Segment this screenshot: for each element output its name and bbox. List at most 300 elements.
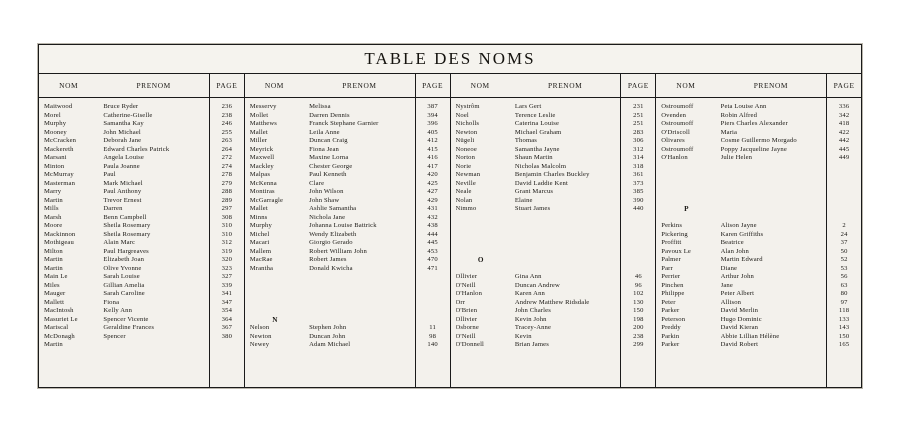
table-row: Franck Stephane Garnier xyxy=(309,120,379,128)
table-row: Pickering xyxy=(661,230,688,238)
table-row xyxy=(721,163,823,172)
table-row: 310 xyxy=(221,230,233,238)
table-row xyxy=(721,205,823,214)
table-row: Miles xyxy=(44,281,60,289)
table-row: Peta Louise Ann xyxy=(720,103,767,110)
table-row: McDonagh xyxy=(44,332,75,340)
table-row: McCracken xyxy=(44,137,77,145)
table-row: 140 xyxy=(427,341,438,349)
table-row xyxy=(625,239,651,248)
table-row: 415 xyxy=(427,145,438,153)
nom-column-4 xyxy=(656,98,715,388)
table-row: O'Hanlon xyxy=(661,154,688,162)
table-row xyxy=(515,256,617,265)
page-column-4 xyxy=(826,98,861,388)
table-row: Giorgio Gerado xyxy=(309,239,353,247)
table-row: Karen Ann xyxy=(514,290,545,298)
table-row: Ostroumoff xyxy=(661,103,694,110)
table-grid xyxy=(39,74,861,388)
table-row: Diane xyxy=(720,264,738,272)
table-row: 299 xyxy=(633,341,644,349)
table-row: Kevin John xyxy=(514,315,547,323)
nom-list-1 xyxy=(44,103,94,350)
table-row: Parker xyxy=(661,307,680,315)
table-row: Noel xyxy=(455,111,469,119)
table-row xyxy=(309,282,411,291)
table-row: Trevor Ernest xyxy=(103,196,142,204)
table-row: Benjamin Charles Buckley xyxy=(514,171,590,179)
table-row xyxy=(456,239,506,248)
table-row: Ostroumoff xyxy=(661,145,694,153)
table-row: Mauger xyxy=(44,290,66,298)
prenom-column-1 xyxy=(98,98,209,388)
nom-list-4 xyxy=(661,103,711,350)
table-row: 470 xyxy=(427,256,438,264)
table-row: Ashlie Samantha xyxy=(309,205,357,213)
table-row: MacIntosh xyxy=(44,307,74,315)
table-row xyxy=(456,222,506,231)
table-row: Melissa xyxy=(309,103,331,110)
table-row: 118 xyxy=(839,307,850,315)
table-row xyxy=(515,265,617,274)
table-row: Nicholas Malcolm xyxy=(514,162,567,170)
page-list-2 xyxy=(420,103,446,350)
table-row: 11 xyxy=(429,324,436,332)
document-title-band xyxy=(39,45,861,74)
table-row: Mallet xyxy=(249,128,268,136)
table-row: McGarragle xyxy=(249,196,284,204)
column-body-row-3 xyxy=(451,98,656,388)
table-row: Gina Ann xyxy=(514,273,542,281)
table-row xyxy=(250,290,300,299)
table-row xyxy=(420,316,446,325)
nom-list-3 xyxy=(456,103,506,350)
table-row: Newey xyxy=(249,341,270,349)
table-row: Wendy Elizabeth xyxy=(309,230,357,238)
table-row: Benn Campbell xyxy=(103,213,147,221)
table-row: 165 xyxy=(838,341,850,349)
table-row: 46 xyxy=(634,273,642,281)
table-row xyxy=(420,290,446,299)
table-row: O'Brien xyxy=(455,307,478,315)
table-row: Catherine-Giselle xyxy=(103,111,153,119)
prenom-column-4 xyxy=(716,98,827,388)
table-row xyxy=(721,214,823,223)
table-row: Nicholls xyxy=(455,120,480,128)
table-row: Darren Dennis xyxy=(309,111,350,119)
nom-column-3 xyxy=(451,98,510,388)
table-row: 238 xyxy=(633,332,644,340)
table-row: Mallet xyxy=(249,205,268,213)
table-row: David Kieran xyxy=(720,324,759,332)
table-row: 37 xyxy=(840,239,848,247)
table-row: Elaine xyxy=(514,196,533,204)
table-row xyxy=(831,197,857,206)
table-row: 396 xyxy=(427,120,438,128)
table-row: Stephen John xyxy=(309,324,347,332)
table-row: 283 xyxy=(633,128,644,136)
table-row: 310 xyxy=(221,222,233,230)
page-column-2 xyxy=(415,98,450,388)
table-row: 255 xyxy=(221,128,233,136)
table-row xyxy=(515,248,617,257)
table-row: 96 xyxy=(634,281,642,289)
table-row: Marsani xyxy=(44,154,67,162)
table-row: 308 xyxy=(221,213,233,221)
table-row: 297 xyxy=(221,205,233,213)
table-row xyxy=(831,188,857,197)
table-row: Duncan Andrew xyxy=(514,281,560,289)
header-page-4: PAGE xyxy=(826,74,861,97)
table-row: 445 xyxy=(838,145,850,153)
table-row: 80 xyxy=(840,290,848,298)
table-row xyxy=(420,299,446,308)
table-row: 438 xyxy=(427,222,438,230)
table-row: 432 xyxy=(427,213,438,221)
table-row: Thomas xyxy=(514,137,538,145)
table-row: Nolan xyxy=(455,196,473,204)
table-row: Clare xyxy=(309,179,325,187)
table-row xyxy=(831,214,857,223)
table-row: 445 xyxy=(427,239,438,247)
table-row: Robert William John xyxy=(309,247,367,255)
table-row: Preddy xyxy=(661,324,681,332)
table-row: Newton xyxy=(455,128,478,136)
table-row: 314 xyxy=(633,154,644,162)
table-row: Geraldine Frances xyxy=(103,324,155,332)
table-row xyxy=(625,222,651,231)
table-row: 246 xyxy=(221,120,233,128)
table-row: Peter Albert xyxy=(720,290,755,298)
table-row: Mackinnon xyxy=(44,230,76,238)
table-row: Milton xyxy=(44,247,63,255)
table-row: Tracey-Anne xyxy=(514,324,552,332)
table-row: Piers Charles Alexander xyxy=(720,120,788,128)
table-row xyxy=(625,214,651,223)
table-row: Pinchen xyxy=(661,281,684,289)
table-row xyxy=(309,273,411,282)
table-row: Samantha Kay xyxy=(103,120,144,128)
table-row: Abbie Lillian Hélène xyxy=(720,332,780,340)
table-row: 200 xyxy=(633,324,644,332)
table-row: Sarah Louise xyxy=(103,273,140,281)
table-row: Olive Yvonne xyxy=(103,264,142,272)
table-row xyxy=(721,197,823,206)
table-row: Bruce Ryder xyxy=(103,103,139,110)
table-row: Orr xyxy=(455,298,466,306)
table-row: 364 xyxy=(221,315,233,323)
nom-list-2 xyxy=(250,103,300,350)
table-row: 387 xyxy=(427,103,438,110)
nom-column-2 xyxy=(245,98,304,388)
table-row xyxy=(661,163,711,172)
header-prenom-4: PRENOM xyxy=(753,81,789,90)
table-row: 102 xyxy=(633,290,644,298)
table-row: John Wilson xyxy=(309,188,344,196)
table-row xyxy=(456,214,506,223)
table-row: Newton xyxy=(249,332,272,340)
header-nom-1: NOM xyxy=(59,81,79,90)
table-row: Ollivier xyxy=(455,315,478,323)
table-row: 327 xyxy=(221,273,233,281)
table-row: Fiona Jean xyxy=(309,145,340,153)
table-row: 416 xyxy=(427,154,438,162)
table-row: John Michael xyxy=(103,128,141,136)
table-row: Perkins xyxy=(661,222,683,230)
table-row: Mollet xyxy=(249,111,269,119)
table-row: David Robert xyxy=(720,341,759,349)
table-row xyxy=(250,307,300,316)
table-row: Alain Marc xyxy=(103,239,136,247)
table-row xyxy=(420,282,446,291)
table-row: Johanna Louise Battrick xyxy=(309,222,377,230)
table-row: 288 xyxy=(221,188,233,196)
table-row xyxy=(420,273,446,282)
prenom-column-3 xyxy=(510,98,621,388)
table-row: 238 xyxy=(221,111,233,119)
table-row: Stuart James xyxy=(514,205,551,213)
table-row: Terence Leslie xyxy=(514,111,556,119)
table-row xyxy=(456,265,506,274)
table-row: 143 xyxy=(838,324,850,332)
table-row: 339 xyxy=(221,281,233,289)
column-header-row-1 xyxy=(39,74,244,98)
table-row xyxy=(625,265,651,274)
prenom-list-1 xyxy=(103,103,205,341)
table-row: Martin xyxy=(44,256,63,264)
table-row: Newman xyxy=(455,171,481,179)
table-row xyxy=(515,214,617,223)
table-row: Cosme Guillermo Morgado xyxy=(720,137,797,145)
table-row: Arthur John xyxy=(720,273,754,281)
table-row: 373 xyxy=(633,179,644,187)
table-row xyxy=(661,180,711,189)
table-row: 318 xyxy=(633,162,644,170)
table-row: 53 xyxy=(840,264,848,272)
header-page-1: PAGE xyxy=(209,74,244,97)
table-row: Ollivier xyxy=(455,273,478,281)
table-row: David Merlin xyxy=(720,307,759,315)
table-row: 431 xyxy=(427,205,438,213)
table-row: Mooney xyxy=(44,128,67,136)
table-row: Gillian Amelia xyxy=(103,281,145,289)
table-row: Deborah Jane xyxy=(103,137,142,145)
table-row: 420 xyxy=(427,171,438,179)
table-row: 274 xyxy=(221,162,233,170)
table-row: Sheila Rosemary xyxy=(103,222,151,230)
table-row: Jane xyxy=(720,281,733,289)
scanned-table-document xyxy=(38,44,862,388)
table-row: Mallem xyxy=(249,247,272,255)
table-row: 231 xyxy=(633,103,644,110)
table-row: 272 xyxy=(221,154,233,162)
table-row: 444 xyxy=(427,230,438,238)
table-row: Julie Helen xyxy=(720,154,753,162)
table-row: N xyxy=(272,315,278,324)
table-row: John Shaw xyxy=(309,196,340,204)
table-row: 312 xyxy=(221,239,233,247)
table-row: Sarah Caroline xyxy=(103,290,145,298)
table-row: Paula Joanne xyxy=(103,162,140,170)
table-row: Martin xyxy=(44,341,63,349)
table-row: Paul Hargreaves xyxy=(103,247,149,255)
table-row: Minns xyxy=(249,213,268,221)
table-row: 198 xyxy=(633,315,644,323)
table-row: Morel xyxy=(44,111,61,119)
header-nom-3: NOM xyxy=(470,81,490,90)
page-list-1 xyxy=(214,103,240,341)
table-row: Kevin xyxy=(514,332,532,340)
page-list-3 xyxy=(625,103,651,350)
table-row: Parkin xyxy=(661,332,680,340)
table-row: Murphy xyxy=(249,222,272,230)
table-row: Ovenden xyxy=(661,111,687,119)
table-row: Duncan Craig xyxy=(309,137,348,145)
table-row: Robert James xyxy=(309,256,347,264)
table-row xyxy=(309,316,411,325)
table-row: Moore xyxy=(44,222,63,230)
table-row xyxy=(625,248,651,257)
table-row: 50 xyxy=(840,247,848,255)
table-row xyxy=(250,299,300,308)
table-row: 251 xyxy=(633,111,644,119)
document-title: TABLE DES NOMS xyxy=(364,49,536,68)
table-row xyxy=(456,231,506,240)
table-row xyxy=(661,214,711,223)
table-row: 471 xyxy=(427,264,438,272)
table-row: 56 xyxy=(840,273,848,281)
table-row: Sheila Rosemary xyxy=(103,230,151,238)
table-row: 336 xyxy=(838,103,850,110)
table-row: 63 xyxy=(840,281,848,289)
table-row: Grant Marcus xyxy=(514,188,554,196)
table-row: Chester George xyxy=(309,162,353,170)
table-row: 354 xyxy=(221,307,233,315)
table-row: Maxine Lorna xyxy=(309,154,349,162)
page-column-3 xyxy=(620,98,655,388)
table-row: Martin Edward xyxy=(720,256,763,264)
name-block-4 xyxy=(656,74,861,388)
table-row: 289 xyxy=(221,196,233,204)
table-row: 251 xyxy=(633,120,644,128)
table-row: Mills xyxy=(44,205,59,213)
table-row: Marry xyxy=(44,188,62,196)
column-header-row-2 xyxy=(245,74,450,98)
table-row: 442 xyxy=(838,137,850,145)
table-row: 130 xyxy=(633,298,644,306)
table-row: McKenna xyxy=(249,179,277,187)
column-body-row-4 xyxy=(656,98,861,388)
table-row: 390 xyxy=(633,196,644,204)
table-row: Osborne xyxy=(455,324,479,332)
table-row: Alison Jayne xyxy=(720,222,757,230)
table-row: 449 xyxy=(838,154,850,162)
table-row: 412 xyxy=(427,137,438,145)
table-row: Norton xyxy=(455,154,476,162)
table-row: Main Le xyxy=(44,273,68,281)
column-body-row-2 xyxy=(245,98,450,388)
name-block-1 xyxy=(39,74,245,388)
table-row xyxy=(625,256,651,265)
table-row: O'Neill xyxy=(455,281,476,289)
table-row: Hugo Dominic xyxy=(720,315,762,323)
table-row: Mark Michael xyxy=(103,179,143,187)
table-row: Maria xyxy=(720,128,738,136)
table-row: 236 xyxy=(221,103,233,110)
table-row: Martin xyxy=(44,264,63,272)
table-row: Nichola Jane xyxy=(309,213,346,221)
table-row: Philippe xyxy=(661,290,685,298)
table-row xyxy=(661,171,711,180)
table-row: 52 xyxy=(840,256,848,264)
table-row: Mackley xyxy=(249,162,274,170)
table-row xyxy=(456,248,506,257)
table-row xyxy=(831,180,857,189)
table-row xyxy=(309,290,411,299)
table-row: Nelson xyxy=(249,324,270,332)
table-row xyxy=(515,239,617,248)
table-row: Michael Graham xyxy=(514,128,562,136)
table-row: Proffitt xyxy=(661,239,682,247)
table-row xyxy=(309,307,411,316)
table-row: Mackereth xyxy=(44,145,74,153)
table-row: Noneoe xyxy=(455,145,477,153)
table-row: 97 xyxy=(840,298,848,306)
table-row: Neale xyxy=(455,188,472,196)
table-row: 24 xyxy=(840,230,848,238)
column-header-row-3 xyxy=(451,74,656,98)
table-row: Brian James xyxy=(514,341,549,349)
table-row: 380 xyxy=(221,332,233,340)
table-row: Messervy xyxy=(249,103,277,110)
nom-column-1 xyxy=(39,98,98,388)
table-row xyxy=(831,163,857,172)
table-row: Duncan John xyxy=(309,332,346,340)
table-row: Caterina Louise xyxy=(514,120,560,128)
table-row: O'Hanlon xyxy=(455,290,483,298)
table-row: 405 xyxy=(427,128,438,136)
table-row: Shaun Martin xyxy=(514,154,553,162)
table-row: Donald Kwicha xyxy=(309,264,353,272)
table-row: 425 xyxy=(427,179,438,187)
table-row: Minton xyxy=(44,162,65,170)
page-column-1 xyxy=(209,98,244,388)
header-page-3: PAGE xyxy=(620,74,655,97)
table-row: 427 xyxy=(427,188,438,196)
table-row: 279 xyxy=(221,179,233,187)
table-row xyxy=(625,231,651,240)
table-row: 429 xyxy=(427,196,438,204)
table-row: Elizabeth Joan xyxy=(103,256,145,264)
column-header-row-4 xyxy=(656,74,861,98)
table-row: Montiras xyxy=(249,188,275,196)
table-row: Paul Kenneth xyxy=(309,171,347,179)
table-row: Kelly Ann xyxy=(103,307,133,315)
table-row: 418 xyxy=(838,120,850,128)
table-row: 440 xyxy=(633,205,644,213)
table-row: Edward Charles Patrick xyxy=(103,145,170,153)
table-row: 453 xyxy=(427,247,438,255)
table-row: O'Donnell xyxy=(455,341,485,349)
table-row: 278 xyxy=(221,171,233,179)
table-row: Paul Anthony xyxy=(103,188,142,196)
table-row: 319 xyxy=(221,247,233,255)
table-row: Poppy Jacqueline Jayne xyxy=(720,145,787,153)
table-row xyxy=(721,171,823,180)
table-row xyxy=(661,188,711,197)
table-row xyxy=(831,205,857,214)
table-row: 264 xyxy=(221,145,233,153)
